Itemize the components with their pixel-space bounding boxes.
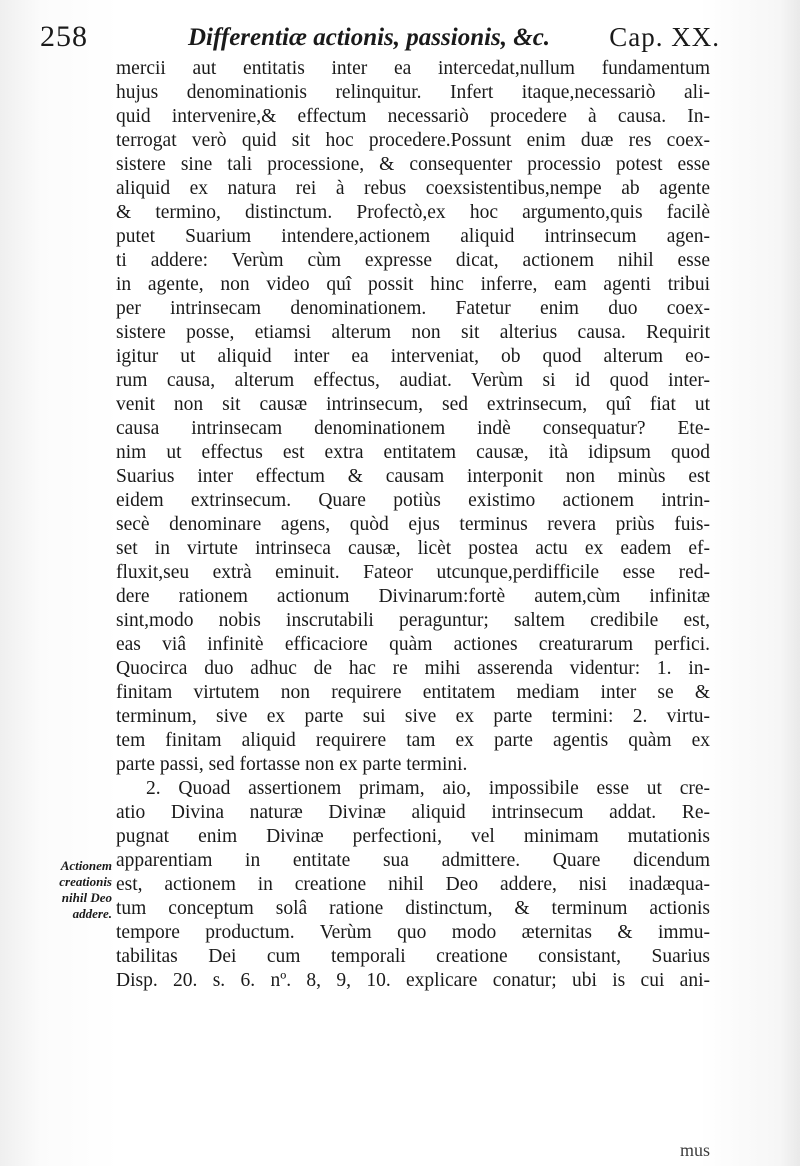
margin-note-line: addere. <box>72 906 112 921</box>
text-line: per intrinsecam denominationem. Fatetur enim duo coex- <box>116 298 710 319</box>
text-line: tabilitas Dei cum temporali creatione consistant, Suarius <box>116 946 710 967</box>
text-line: aliquid ex natura rei à rebus coexsistentibus,nempe ab agente <box>116 178 710 199</box>
text-line: secè denominare agens, quòd ejus terminus revera priùs fuis- <box>116 514 710 535</box>
text-line: apparentiam in entitate sua admittere. Quare dicendum <box>116 850 710 871</box>
margin-note <box>26 858 112 922</box>
text-line: tem finitam aliquid requirere tam ex parte agentis quàm ex <box>116 730 710 751</box>
margin-note-line: nihil Deo <box>61 890 112 905</box>
text-line: parte passi, sed fortasse non ex parte termini. <box>116 754 468 775</box>
text-line: ti addere: Verùm cùm expresse dicat, actionem nihil esse <box>116 250 710 271</box>
text-line: set in virtute intrinseca causæ, licèt postea actu ex eadem ef- <box>116 538 710 559</box>
text-line: Suarius inter effectum & causam interponit non minùs est <box>116 466 710 487</box>
text-line: quid intervenire,& effectum necessariò procedere à causa. In- <box>116 106 710 127</box>
text-line: est, actionem in creatione nihil Deo addere, nisi inadæqua- <box>116 874 710 895</box>
text-line: sint,modo nobis inscrutabili peraguntur; saltem credibile est, <box>116 610 710 631</box>
text-line: terminum, sive ex parte sui sive ex parte termini: 2. virtu- <box>116 706 710 727</box>
text-line: mercii aut entitatis inter ea intercedat,nullum fundamentum <box>116 58 710 79</box>
text-line: in agente, non video quî possit hinc inferre, eam agenti tribui <box>116 274 710 295</box>
text-line: finitam virtutem non requirere entitatem mediam inter se & <box>116 682 710 703</box>
chapter-label: Cap. XX. <box>609 22 720 52</box>
text-line: eidem extrinsecum. Quare potiùs existimo actionem intrin- <box>116 490 710 511</box>
text-line: igitur ut aliquid inter ea interveniat, ob quod alterum eo- <box>116 346 710 367</box>
text-line: causa intrinsecam denominationem indè consequatur? Ete- <box>116 418 710 439</box>
text-line: & termino, distinctum. Profectò,ex hoc argumento,quis facilè <box>116 202 710 223</box>
text-line: Quocirca duo adhuc de hac re mihi asserenda videntur: 1. in- <box>116 658 710 679</box>
text-line: atio Divina naturæ Divinæ aliquid intrinsecum addat. Re- <box>116 802 710 823</box>
catchword: mus <box>679 1140 710 1160</box>
margin-note-line: Actionem <box>60 858 112 873</box>
text-line: tempore productum. Verùm quo modo æternitas & immu- <box>116 922 710 943</box>
text-line: hujus denominationis relinquitur. Infert itaque,necessariò ali- <box>116 82 710 103</box>
body-text <box>116 57 710 993</box>
text-line: eas viâ infinitè efficaciore quàm actiones creaturarum perfici. <box>116 634 710 655</box>
page-header <box>40 20 720 60</box>
text-line: rum causa, alterum effectus, audiat. Verùm si id quod inter- <box>116 370 710 391</box>
text-line: pugnat enim Divinæ perfectioni, vel minimam mutationis <box>116 826 710 847</box>
page-number: 258 <box>40 20 88 53</box>
text-line: fluxit,seu extrà eminuit. Fateor utcunque,perdifficile esse red- <box>116 562 710 583</box>
text-line: sistere posse, etiamsi alterum non sit alterius causa. Requirit <box>116 322 710 343</box>
text-line: venit non sit causæ intrinsecum, sed extrinsecum, quî fiat ut <box>116 394 710 415</box>
text-line: putet Suarium intendere,actionem aliquid intrinsecum agen- <box>116 226 710 247</box>
text-line: dere rationem actionum Divinarum:fortè autem,cùm infinitæ <box>116 586 710 607</box>
text-line: tum conceptum solâ ratione distinctum, & terminum actionis <box>116 898 710 919</box>
text-line: nim ut effectus est extra entitatem causæ, ità idipsum quod <box>116 442 710 463</box>
text-line: terrogat verò quid sit hoc procedere.Possunt enim duæ res coex- <box>116 130 710 151</box>
text-line: Disp. 20. s. 6. nº. 8, 9, 10. explicare conatur; ubi is cui ani- <box>116 970 710 991</box>
text-line: sistere sine tali processione, & consequenter processio potest esse <box>116 154 710 175</box>
running-title: Differentiæ actionis, passionis, &c. <box>188 24 551 51</box>
text-line: 2. Quoad assertionem primam, aio, impossibile esse ut cre- <box>146 778 710 799</box>
margin-note-line: creationis <box>59 874 112 889</box>
